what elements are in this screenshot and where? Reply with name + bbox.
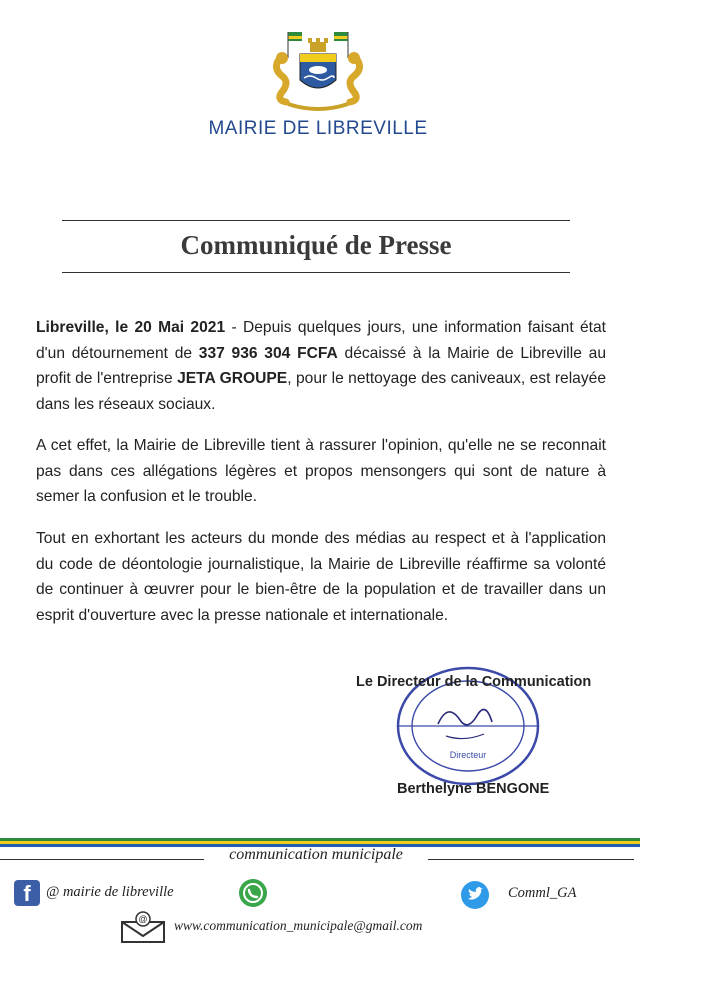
p1-text-1: - Depuis quelques jours, une information faisant état d'un détournement de — [36, 319, 606, 362]
facebook-handle[interactable]: @ mairie de libreville — [46, 884, 174, 900]
paragraph-1 — [36, 315, 606, 417]
signatory-role: Le Directeur de la Communication — [356, 674, 592, 690]
whatsapp-icon[interactable] — [238, 878, 268, 908]
footer-rule-right — [428, 859, 634, 860]
p1-text-2: décaissé à la Mairie de Libreville au profit de l'entreprise — [36, 344, 606, 387]
coat-of-arms-icon — [258, 28, 378, 114]
company-name: JETA GROUPE — [177, 370, 288, 387]
svg-text:@: @ — [138, 914, 148, 924]
email-icon[interactable] — [120, 910, 166, 944]
footer-rule-left — [0, 859, 204, 860]
email-address[interactable]: www.communication_municipale@gmail.com — [174, 918, 423, 933]
signatory-name: Berthelyne BENGONE — [397, 781, 550, 797]
stamp-text: Directeur — [449, 750, 487, 760]
org-name: MAIRIE DE LIBREVILLE — [208, 118, 428, 139]
amount: 337 936 304 FCFA — [198, 344, 338, 362]
twitter-handle[interactable]: Comml_GA — [508, 885, 577, 901]
footer-tagline: communication municipale — [229, 846, 403, 863]
title-rule-bottom — [62, 272, 570, 273]
dateline: Libreville, le 20 Mai 2021 — [36, 319, 226, 336]
document-title: Communiqué de Presse — [180, 230, 452, 260]
p1-text-3: , pour le nettoyage des caniveaux, est relayée dans les réseaux sociaux. — [36, 370, 606, 413]
paragraph-3: Tout en exhortant les acteurs du monde des médias au respect et à l'application du code de déontologie journalistique, la Mairie de Libreville réaffirme sa volonté de continuer à œuvrer pour le bien-être de la population et de travailler dans un esprit d'ouverture avec la presse nationale et internationale. — [36, 530, 606, 624]
twitter-icon[interactable] — [460, 880, 490, 910]
title-rule-top — [62, 220, 570, 221]
facebook-icon[interactable]: f — [14, 880, 40, 906]
paragraph-2: A cet effet, la Mairie de Libreville tient à rassurer l'opinion, qu'elle ne se reconnait pas dans ces allégations légères et propos mensongers qui sont de nature à semer la confusion et le trouble. — [36, 437, 606, 505]
